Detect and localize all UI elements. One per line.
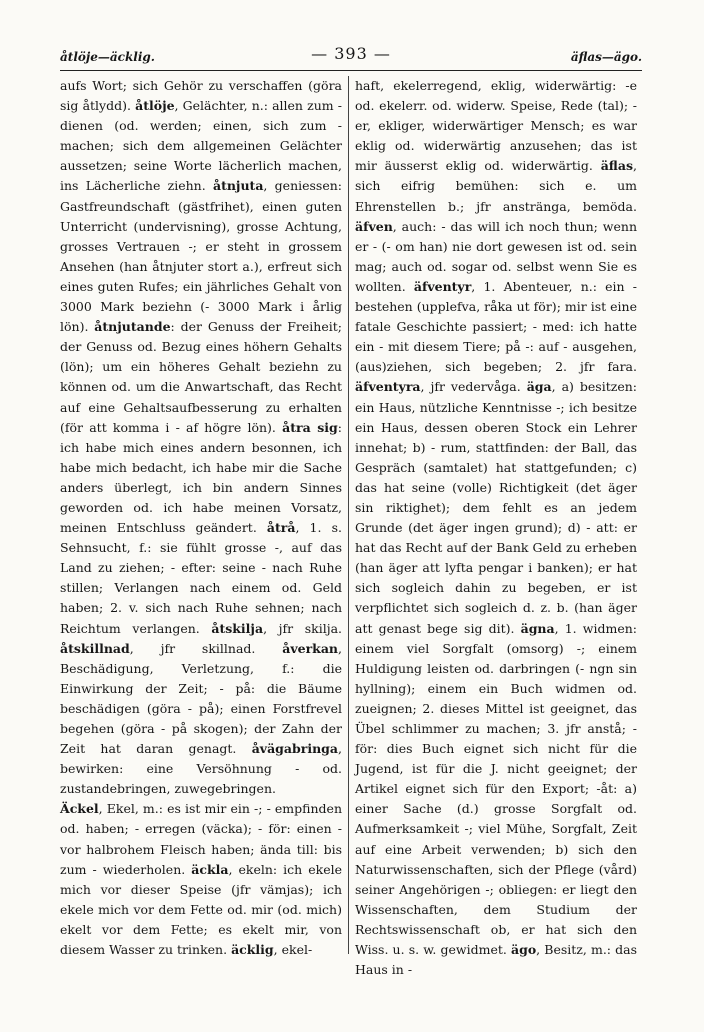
entry-text: : ich habe mich eines andern besonnen, ich habe mich bedacht, ich habe mir die Sache anders überlegt, ich bin andern Sinnes geworden od. ich habe meinen Vorsatz, meinen Entschluss geändert. bbox=[60, 419, 342, 536]
right-column bbox=[355, 76, 638, 978]
page-header bbox=[60, 44, 642, 68]
headword: åtskillnad bbox=[60, 640, 130, 656]
entry-text: , jfr skilja. bbox=[263, 620, 343, 636]
headword: äckla bbox=[191, 861, 229, 877]
entry-text: , auch: - das will ich noch thun; wenn er - (- om han) nie dort gewesen ist od. sein mag; auch od. sogar od. selbst wenn Sie es wollten. bbox=[355, 218, 637, 294]
entry-text: haft, ekelerregend, eklig, widerwärtig: -e od. ekelerr. od. widerw. Speise, Rede (tal); -er, ekliger, widerwärtiger Mensch; es war eklig od. widerwärtig anzusehen; das ist mir äusserst eklig od. widerwärtig. bbox=[355, 78, 637, 174]
entry-text: , ekeln: ich ekele mich vor dieser Speise (jfr vämjas); ich ekele mich vor dem Fette od. mir (od. mich) ekelt vor dem Fette; es ekelt mir, von diesem Wasser zu trinken. bbox=[60, 861, 342, 958]
headword: äfventyra bbox=[355, 379, 421, 395]
entry-text: , Gelächter, n.: allen zum - dienen (od. werden; einen, sich zum - machen; sich dem allgemeinen Gelächter aussetzen; seine Worte lächerlich machen, ins Lächerliche ziehn. bbox=[60, 98, 342, 194]
headword: åtskilja bbox=[211, 620, 264, 636]
headword: ägna bbox=[520, 620, 555, 636]
headword: äcklig bbox=[231, 942, 274, 958]
entry-text: , jfr skillnad. bbox=[129, 640, 283, 656]
left-column-text-2 bbox=[60, 799, 342, 960]
headword: ägo bbox=[510, 942, 537, 958]
headword: äfven bbox=[355, 218, 393, 234]
entry-text: , 1. widmen: einem viel Sorgfalt (omsorg) -; einem Huldigung leisten od. darbringen (- ngn sin hyllning); einem ein Buch widmen od. zueignen; 2. dieses Mittel ist geeignet, das Übel schlimmer zu machen; 3. jfr anstå; -för: dies Buch eignet sich nicht für die Jugend, ist für die J. nicht geeignet; der Artikel eignet sich für den Export; -åt: a) einer Sache (d.) grosse Sorgfalt od. Aufmerksamkeit -; viel Mühe, Sorgfalt, Zeit auf eine Arbeit verwenden; b) sich den Naturwissenschaften, sich der Pflege (vård) seiner Angehörigen -; obliegen: er liegt den Wissenschaften, dem Studium der Rechtswissenschaft ob, er hat sich den Wiss. u. s. w. gewidmet. bbox=[355, 620, 637, 958]
entry-text: , Besitz, m.: das Haus in - bbox=[355, 942, 637, 978]
entry-text: , 1. s. Sehnsucht, f.: sie fühlt grosse -, auf das Land zu ziehen; - efter: seine - nach Ruhe stillen; Verlangen nach einem od. Geld haben; 2. v. sich nach Ruhe sehnen; nach Reichtum verlangen. bbox=[60, 520, 342, 636]
headword: åverkan bbox=[282, 640, 339, 656]
entry-text: , a) besitzen: ein Haus, nützliche Kenntnisse -; ich besitze ein Haus, dessen oberen Stock ein Lehrer innehat; b) - rum, stattfinden: der Ball, das Gespräch (samtalet) hat stattgefunden; c) das hat seine (volle) Richtigkeit (det äger sin riktighet); dem fehlt es an jedem Grunde (det äger ingen grund); d) - att: er hat das Recht auf der Bank Geld zu erheben (han äger att lyfta pengar i banken); er hat sich sogleich dahin zu begeben, er ist verpflichtet sich sogleich d. z. b. (han äger att genast bege sig dit). bbox=[355, 379, 637, 636]
entry-text: aufs Wort; sich Gehör zu verschaffen (göra sig åtlydd). bbox=[60, 78, 342, 114]
header-rule bbox=[60, 70, 642, 71]
headword: åtnjuta bbox=[212, 178, 264, 194]
entry-text: : der Genuss der Freiheit; der Genuss od. Bezug eines höhern Gehalts (lön); um ein höheres Gehalt beziehn zu können od. um die Anwartschaft, das Recht auf eine Gehaltsaufbesserung zu erhalten (för att komma i - af högre lön). bbox=[60, 319, 342, 435]
entry-text: , geniessen: Gastfreundschaft (gästfrihet), einen guten Unterricht (undervisning), grosse Achtung, grosses Vertrauen -; er steht in grossem Ansehen (han åtnjuter stort a.), erfreut sich eines guten Rufes; ein jährliches Gehalt von 3000 Mark beziehn (- 3000 Mark i årlig lön). bbox=[60, 178, 343, 335]
headword: åvägabringa bbox=[251, 741, 339, 757]
headword: äga bbox=[526, 379, 552, 395]
left-column-text bbox=[60, 76, 342, 799]
headword: äflas bbox=[600, 158, 634, 174]
left-column bbox=[60, 76, 342, 956]
headword: åtrå bbox=[266, 520, 296, 536]
headword: Äckel bbox=[60, 801, 99, 817]
right-column-text bbox=[355, 76, 637, 980]
entry-text: , ekel- bbox=[273, 942, 313, 958]
headword: åtnjutande bbox=[94, 319, 171, 335]
entry-text: , Ekel, m.: es ist mir ein -; - empfinden od. haben; - erregen (väcka); - för: einen - vor halbrohem Fleisch haben; ända till: bis zum - wiederholen. bbox=[60, 801, 342, 877]
entry-text: , sich eifrig bemühen: sich e. um Ehrenstellen b.; jfr anstränga, bemöda. bbox=[355, 158, 637, 214]
header-left-guideword: åtlöje—äcklig. bbox=[60, 50, 155, 64]
page-number: — 393 — bbox=[311, 44, 391, 63]
column-divider bbox=[348, 76, 349, 954]
headword: åtlöje bbox=[135, 98, 175, 114]
entry-text: , bewirken: eine Versöhnung - od. zustandebringen, zuwegebringen. bbox=[60, 741, 342, 797]
entry-text: , jfr vedervåga. bbox=[420, 379, 527, 395]
headword: åtra sig bbox=[282, 419, 338, 435]
header-right-guideword: äflas—ägo. bbox=[570, 50, 642, 64]
entry-text: , 1. Abenteuer, n.: ein - bestehen (upplefva, råka ut för); mir ist eine fatale Geschichte passiert; - med: ich hatte ein - mit diesem Tiere; på -: auf - ausgehen, (aus)ziehen, sich begeben; 2. jfr fara. bbox=[355, 278, 638, 375]
entry-text: , Beschädigung, Verletzung, f.: die Einwirkung der Zeit; - på: die Bäume beschädigen (göra - på); einen Forstfrevel begehen (göra - på skogen); der Zahn der Zeit hat daran genagt. bbox=[60, 640, 342, 757]
headword: äfventyr bbox=[413, 278, 472, 294]
